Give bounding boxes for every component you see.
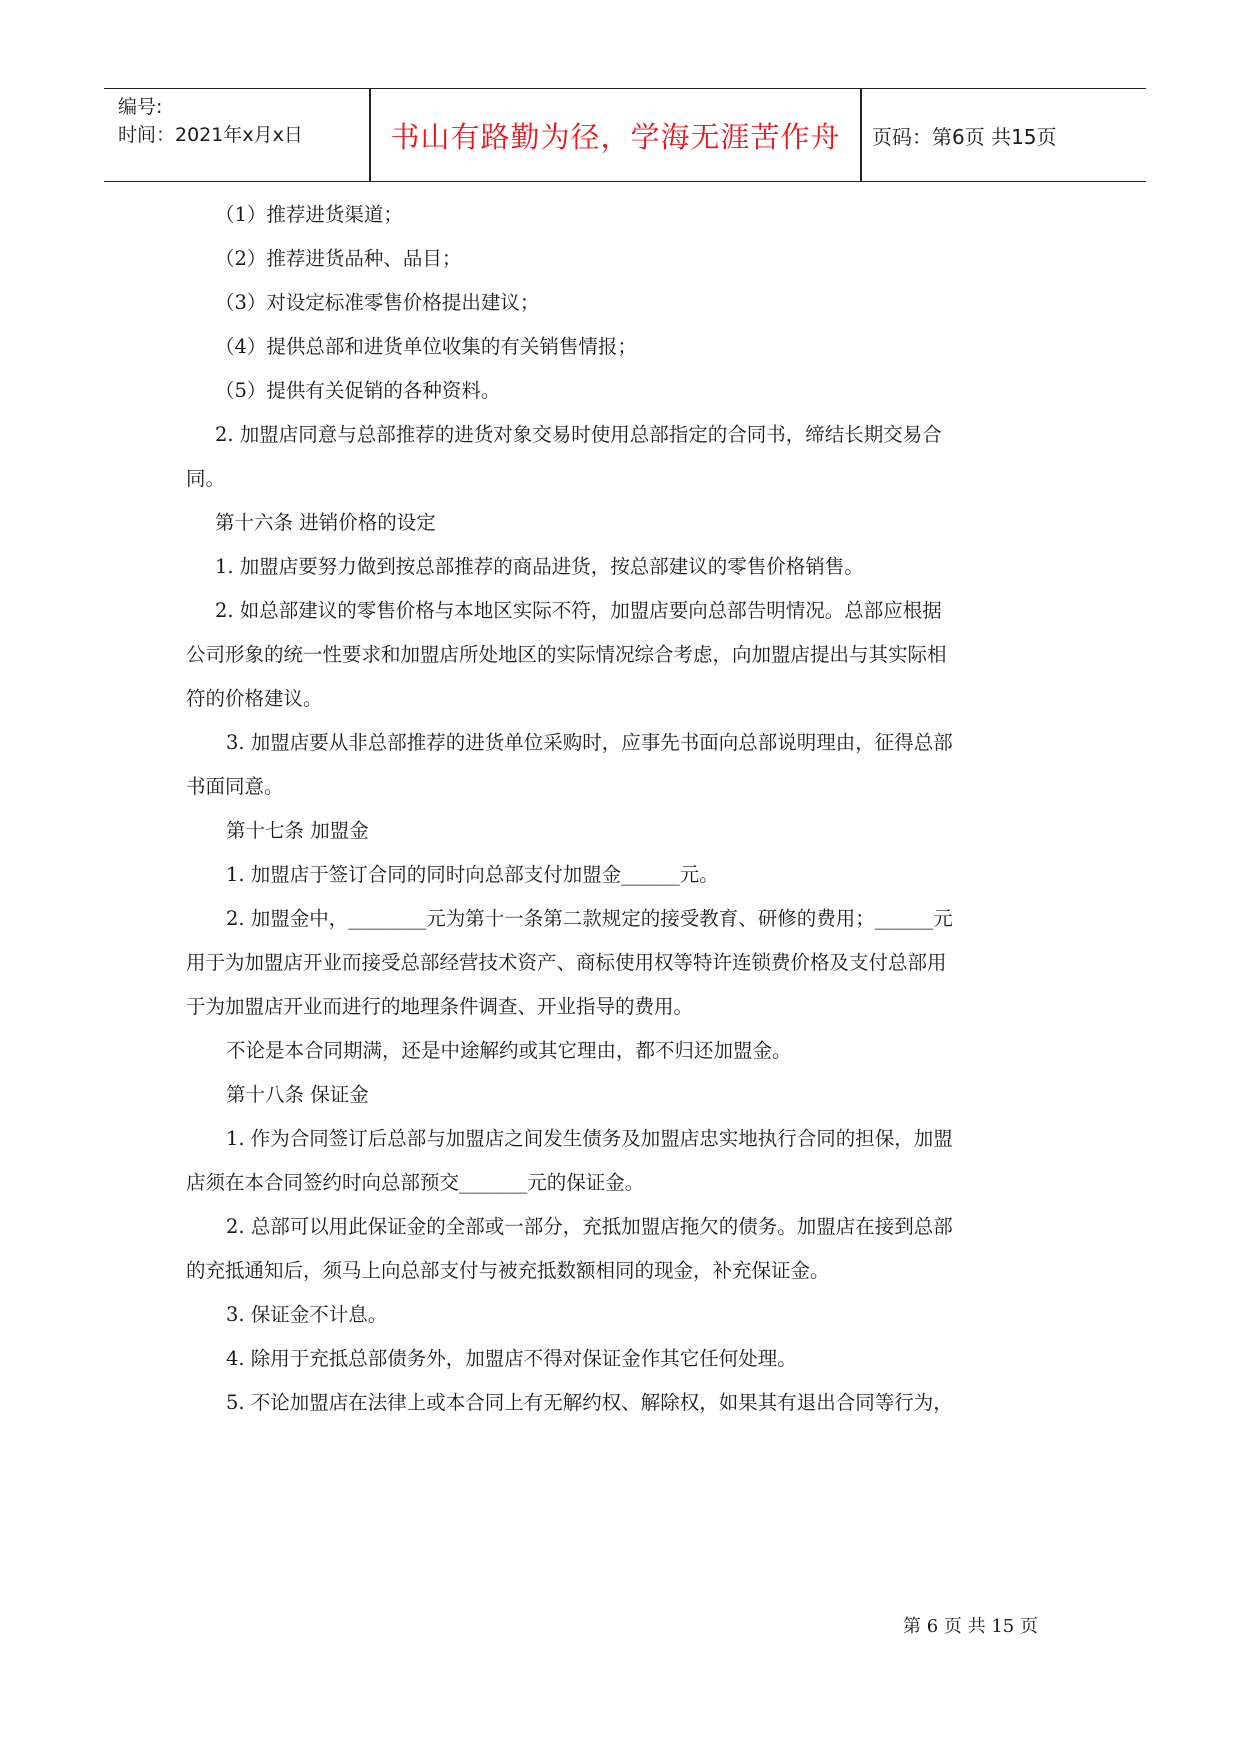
paragraph-line: 4. 除用于充抵总部债务外，加盟店不得对保证金作其它任何处理。 <box>226 1347 797 1370</box>
header-meta <box>118 93 368 149</box>
paragraph-line: 书面同意。 <box>186 775 284 798</box>
paragraph-line: 2. 如总部建议的零售价格与本地区实际不符，加盟店要向总部告明情况。总部应根据 <box>215 599 942 622</box>
paragraph-line: 2. 加盟店同意与总部推荐的进货对象交易时使用总部指定的合同书，缔结长期交易合 <box>215 423 942 446</box>
section-heading: 第十七条 加盟金 <box>226 819 369 842</box>
header-motto: 书山有路勤为径，学海无涯苦作舟 <box>390 119 841 154</box>
paragraph-line: 公司形象的统一性要求和加盟店所处地区的实际情况综合考虑，向加盟店提出与其实际相 <box>186 643 947 666</box>
paragraph-line: 5. 不论加盟店在法律上或本合同上有无解约权、解除权，如果其有退出合同等行为， <box>226 1391 953 1414</box>
paragraph-line: 于为加盟店开业而进行的地理条件调查、开业指导的费用。 <box>186 995 694 1018</box>
section-heading: 第十六条 进销价格的设定 <box>215 511 436 534</box>
page-footer: 第 6 页 共 15 页 <box>903 1616 1038 1637</box>
page-header <box>104 88 1146 182</box>
list-item: （1）推荐进货渠道； <box>215 203 403 226</box>
time-label: 时间：2021年x月x日 <box>118 124 303 146</box>
paragraph-line: 用于为加盟店开业而接受总部经营技术资产、商标使用权等特许连锁费价格及支付总部用 <box>186 951 947 974</box>
section-heading: 第十八条 保证金 <box>226 1083 369 1106</box>
paragraph-line: 3. 加盟店要从非总部推荐的进货单位采购时，应事先书面向总部说明理由，征得总部 <box>226 731 953 754</box>
number-label: 编号: <box>118 96 163 118</box>
paragraph-line: 同。 <box>186 467 226 490</box>
header-divider <box>860 89 862 181</box>
paragraph-line: 的充抵通知后，须马上向总部支付与被充抵数额相同的现金，补充保证金。 <box>186 1259 830 1282</box>
paragraph-line: 1. 作为合同签订后总部与加盟店之间发生债务及加盟店忠实地执行合同的担保，加盟 <box>226 1127 953 1150</box>
header-page-info: 页码：第6页 共15页 <box>872 124 1057 149</box>
paragraph-line: 2. 加盟金中，________元为第十一条第二款规定的接受教育、研修的费用；______元 <box>226 907 953 930</box>
paragraph-line: 2. 总部可以用此保证金的全部或一部分，充抵加盟店拖欠的债务。加盟店在接到总部 <box>226 1215 953 1238</box>
list-item: （5）提供有关促销的各种资料。 <box>215 379 501 402</box>
paragraph-line: 不论是本合同期满，还是中途解约或其它理由，都不归还加盟金。 <box>226 1039 792 1062</box>
paragraph-line: 1. 加盟店要努力做到按总部推荐的商品进货，按总部建议的零售价格销售。 <box>215 555 864 578</box>
list-item: （4）提供总部和进货单位收集的有关销售情报； <box>215 335 637 358</box>
list-item: （3）对设定标准零售价格提出建议； <box>215 291 540 314</box>
list-item: （2）推荐进货品种、品目； <box>215 247 462 270</box>
paragraph-line: 1. 加盟店于签订合同的同时向总部支付加盟金______元。 <box>226 863 719 886</box>
paragraph-line: 符的价格建议。 <box>186 687 323 710</box>
paragraph-line: 3. 保证金不计息。 <box>226 1303 388 1326</box>
paragraph-line: 店须在本合同签约时向总部预交_______元的保证金。 <box>186 1171 645 1194</box>
